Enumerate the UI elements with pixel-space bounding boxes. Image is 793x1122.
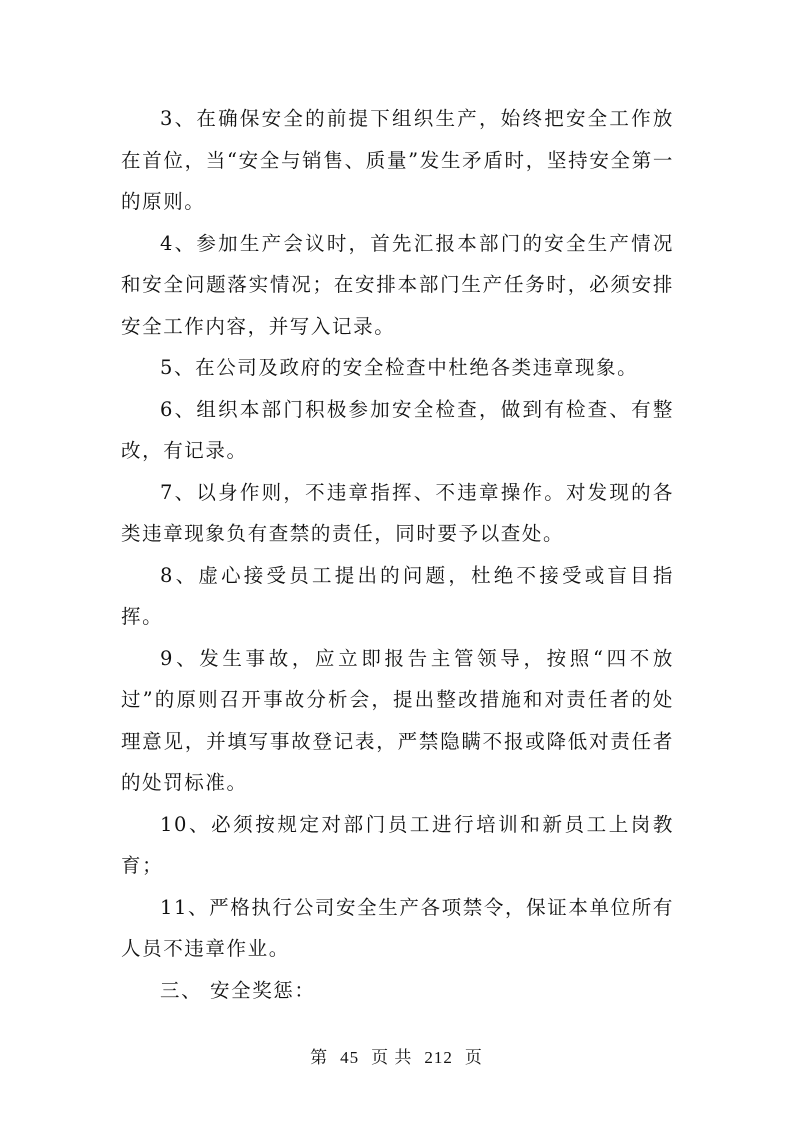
section-heading-rewards-penalties: 三、 安全奖惩： bbox=[160, 978, 316, 1002]
paragraph-item-11: 11、严格执行公司安全生产各项禁令，保证本单位所有人员不违章作业。 bbox=[121, 895, 674, 960]
footer-total-pages: 212 bbox=[424, 1048, 453, 1067]
footer-prefix: 第 bbox=[310, 1048, 329, 1067]
document-body bbox=[121, 98, 674, 1011]
footer-middle: 页 共 bbox=[371, 1048, 413, 1067]
paragraph-item-8: 8、虚心接受员工提出的问题，杜绝不接受或盲目指挥。 bbox=[121, 563, 674, 628]
paragraph-item-4: 4、参加生产会议时，首先汇报本部门的安全生产情况和安全问题落实情况；在安排本部门生产任务时，必须安排安全工作内容，并写入记录。 bbox=[121, 231, 674, 338]
footer-suffix: 页 bbox=[464, 1048, 483, 1067]
paragraph-item-9: 9、发生事故，应立即报告主管领导，按照“四不放过”的原则召开事故分析会，提出整改措施和对责任者的处理意见，并填写事故登记表，严禁隐瞒不报或降低对责任者的处罚标准。 bbox=[121, 646, 674, 794]
paragraph-item-5: 5、在公司及政府的安全检查中杜绝各类违章现象。 bbox=[160, 356, 639, 379]
footer-current-page: 45 bbox=[340, 1048, 360, 1067]
page-footer bbox=[0, 1043, 793, 1068]
paragraph-item-3: 3、在确保安全的前提下组织生产，始终把安全工作放在首位，当“安全与销售、质量”发生矛盾时，坚持安全第一的原则。 bbox=[121, 107, 674, 213]
paragraph-item-7: 7、以身作则，不违章指挥、不违章操作。对发现的各类违章现象负有查禁的责任，同时要予以查处。 bbox=[121, 480, 674, 545]
paragraph-item-10: 10、必须按规定对部门员工进行培训和新员工上岗教育； bbox=[121, 812, 674, 877]
paragraph-item-6: 6、组织本部门积极参加安全检查，做到有检查、有整改，有记录。 bbox=[121, 397, 674, 462]
